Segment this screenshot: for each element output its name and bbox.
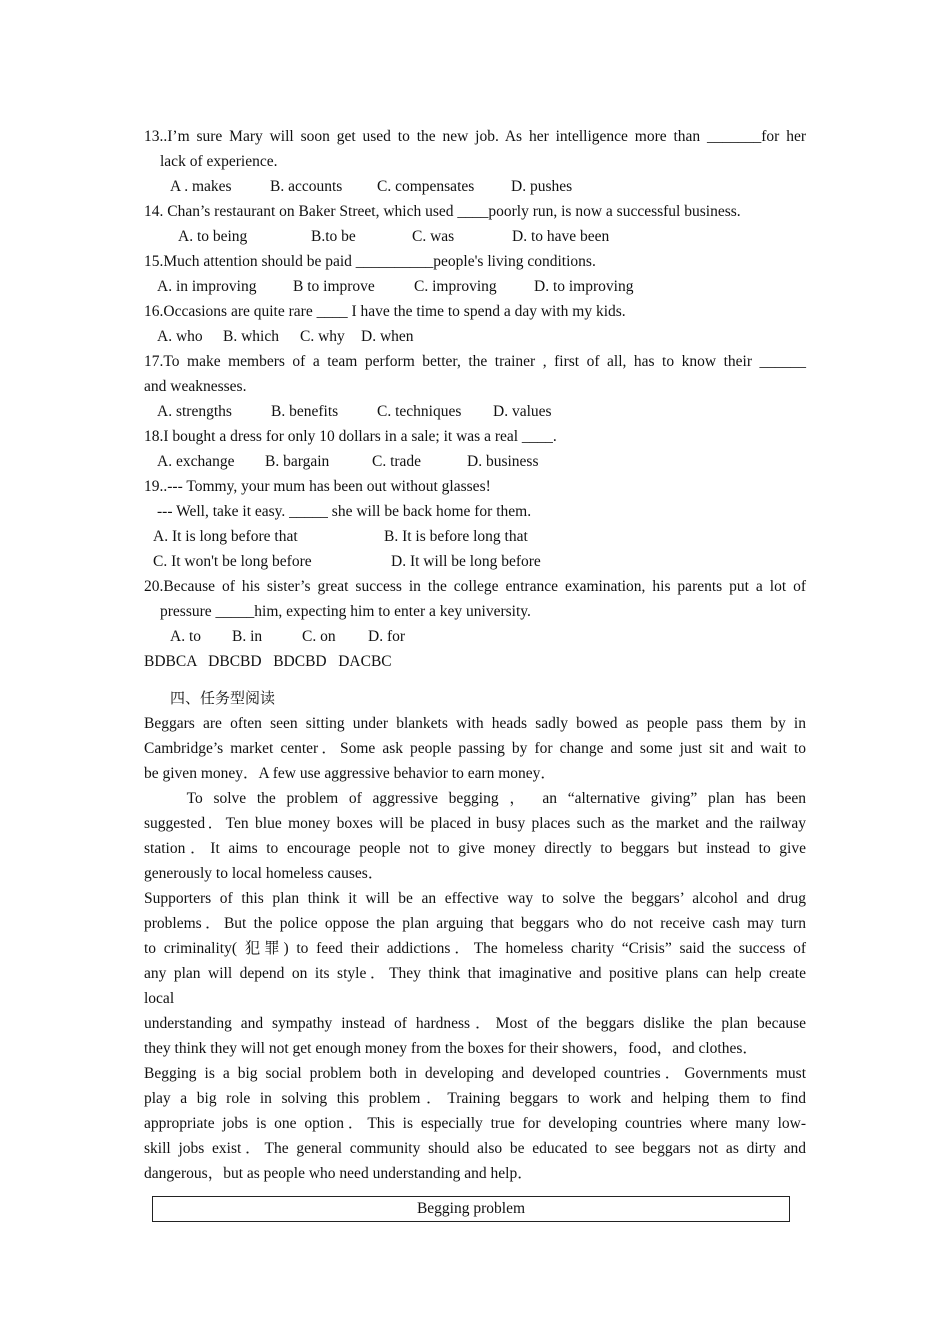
option-c: C. It won't be long before: [153, 553, 312, 570]
passage-line: skill jobs exist．The general community should also be educated to see beggars not as dirty and: [144, 1140, 806, 1157]
question-text: 19..--- Tommy, your mum has been out without glasses!: [144, 478, 491, 495]
passage-line: generously to local homeless causes．: [144, 865, 384, 882]
question-text: pressure _____him, expecting him to enter a key university.: [160, 603, 531, 620]
passage-line: any plan will depend on its style．They think that imaginative and positive plans can help create: [144, 965, 806, 982]
options: [144, 174, 806, 199]
passage-line: Supporters of this plan think it will be an effective way to solve the beggars’ alcohol and drug: [144, 890, 806, 907]
passage-line: they think they will not get enough money from the boxes for their showers，food，and clothes．: [144, 1040, 758, 1057]
question-15: [144, 249, 806, 299]
passage-line: suggested．Ten blue money boxes will be placed in busy places such as the market and the railway: [144, 815, 806, 832]
options: [144, 549, 806, 574]
option-d: D. to improving: [534, 278, 634, 295]
question-17: [144, 349, 806, 424]
option-c: C. techniques: [377, 403, 462, 420]
option-d: D. to have been: [512, 228, 610, 245]
option-a: A. to being: [178, 228, 248, 245]
option-c: C. improving: [414, 278, 497, 295]
option-a: A. who: [157, 328, 203, 345]
option-c: C. why: [300, 328, 345, 345]
options: [144, 624, 806, 649]
options: [144, 274, 806, 299]
passage-line: problems．But the police oppose the plan arguing that beggars who do not receive cash may turn: [144, 915, 806, 932]
passage-line: be given money．A few use aggressive behavior to earn money．: [144, 765, 556, 782]
option-a: A. strengths: [157, 403, 232, 420]
passage-line: station．It aims to encourage people not to give money directly to beggars but instead to give: [144, 840, 806, 857]
option-c: C. trade: [372, 453, 422, 470]
question-text: --- Well, take it easy. _____ she will be back home for them.: [157, 503, 532, 520]
passage-line: dangerous，but as people who need understanding and help．: [144, 1165, 533, 1182]
question-16: [144, 299, 806, 349]
question-20: [144, 574, 806, 649]
options: [144, 399, 806, 424]
passage-line: local: [144, 990, 175, 1007]
question-text: 13..I’m sure Mary will soon get used to the new job. As her intelligence more than _______for her: [144, 128, 806, 145]
option-d: D. values: [493, 403, 552, 420]
option-b: B.to be: [311, 228, 356, 245]
passage-line: appropriate jobs is one option．This is especially true for developing countries where many low-: [144, 1115, 806, 1132]
option-a: A. exchange: [157, 453, 235, 470]
question-text: 15.Much attention should be paid __________people's living conditions.: [144, 253, 596, 270]
options: [144, 449, 806, 474]
option-b: B to improve: [293, 278, 375, 295]
question-19: [144, 474, 806, 574]
section-title: 四、任务型阅读: [170, 689, 276, 707]
option-b: B. which: [223, 328, 279, 345]
passage-paragraph-2: [144, 786, 806, 886]
option-d: D. for: [368, 628, 406, 645]
option-b: B. benefits: [271, 403, 339, 420]
option-b: B. bargain: [265, 453, 330, 470]
option-c: C. was: [412, 228, 455, 245]
option-d: D. pushes: [511, 178, 573, 195]
option-b: B. It is before long that: [384, 528, 528, 545]
question-text: 17.To make members of a team perform better, the trainer , first of all, has to know their ______: [144, 353, 806, 370]
option-a: A. It is long before that: [153, 528, 298, 545]
option-a: A. in improving: [157, 278, 257, 295]
option-d: D. It will be long before: [391, 553, 541, 570]
question-13: [144, 124, 806, 199]
option-d: D. business: [467, 453, 539, 470]
option-c: C. compensates: [377, 178, 475, 195]
passage-paragraph-1: [144, 711, 806, 786]
question-text: and weaknesses.: [144, 378, 247, 395]
passage-line: Cambridge’s market center．Some ask people passing by for change and some just sit and wait to: [144, 740, 806, 757]
question-text: 16.Occasions are quite rare ____ I have the time to spend a day with my kids.: [144, 303, 626, 320]
question-text: 14. Chan’s restaurant on Baker Street, which used ____poorly run, is now a successful business.: [144, 203, 741, 220]
question-text: 18.I bought a dress for only 10 dollars in a sale; it was a real ____.: [144, 428, 557, 445]
passage-line: To solve the problem of aggressive begging ， an “alternative giving” plan has been: [144, 790, 806, 807]
document-page: [144, 124, 806, 1186]
passage-line: Begging is a big social problem both in developing and developed countries．Governments must: [144, 1065, 806, 1082]
question-18: [144, 424, 806, 474]
passage-paragraph-3: [144, 886, 806, 1061]
option-b: B. accounts: [270, 178, 343, 195]
passage-line: Beggars are often seen sitting under blankets with heads sadly bowed as people pass them by in: [144, 715, 806, 732]
option-d: D. when: [361, 328, 414, 345]
question-text: 20.Because of his sister’s great success in the college entrance examination, his parents put a lot of: [144, 578, 806, 595]
question-text: lack of experience.: [160, 153, 278, 170]
passage-line: to criminality( 犯罪) to feed their addictions．The homeless charity “Crisis” said the success of: [144, 940, 806, 957]
options: [144, 324, 806, 349]
options: [144, 224, 806, 249]
option-a: A. to: [170, 628, 201, 645]
question-14: [144, 199, 806, 249]
option-b: B. in: [232, 628, 263, 645]
passage-line: understanding and sympathy instead of hardness．Most of the beggars dislike the plan because: [144, 1015, 806, 1032]
option-a: A . makes: [170, 178, 232, 195]
answer-key: BDBCA DBCBD BDCBD DACBC: [144, 653, 392, 670]
passage-paragraph-4: [144, 1061, 806, 1186]
passage-line: play a big role in solving this problem．Training beggars to work and helping them to find: [144, 1090, 806, 1107]
options: [144, 524, 806, 549]
option-c: C. on: [302, 628, 336, 645]
table-header-cell: Begging problem: [152, 1196, 790, 1222]
